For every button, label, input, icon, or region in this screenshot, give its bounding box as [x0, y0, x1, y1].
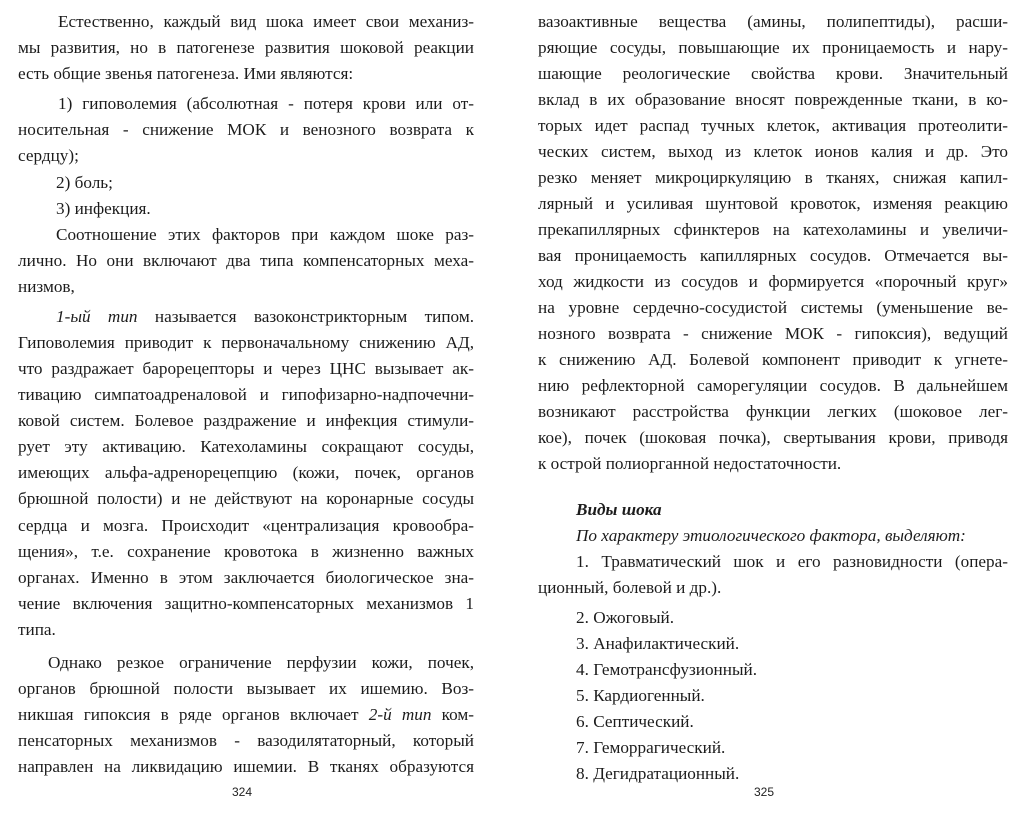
text-line: носительная - снижение МОК и венозного возврата к: [18, 120, 474, 139]
right-page: [538, 0, 1008, 830]
text-line: щения», т.е. сохранение кровотока в жизненно важных: [18, 542, 474, 561]
text-line: ковой систем. Болевое раздражение и инфекция стимули-: [18, 411, 474, 430]
text-line: никшая гипоксия в ряде органов включает 2-й тип ком-: [18, 705, 474, 724]
list-item: 4. Гемотрансфузионный.: [576, 660, 757, 679]
left-page: [18, 0, 474, 830]
text-line: мы развития, но в патогенезе развития шоковой реакции: [18, 38, 474, 57]
text-line: прекапиллярных сфинктеров на катехоламины и увеличи-: [538, 220, 1008, 239]
text-line: к снижению АД. Болевой компонент приводит к угнете-: [538, 350, 1008, 369]
text-line: пенсаторных механизмов - вазодилятаторный, который: [18, 731, 474, 750]
text-line: типа.: [18, 620, 56, 639]
text-line: к острой полиорганной недостаточности.: [538, 454, 842, 473]
text-line: Соотношение этих факторов при каждом шоке раз-: [56, 225, 474, 244]
text-line: лярный и усиливая шунтовой кровоток, изменяя реакцию: [538, 194, 1008, 213]
text-line: шающие реологические свойства крови. Значительный: [538, 64, 1008, 83]
text-line: тивацию симпатоадреналовой и гипофизарно-надпочечни-: [18, 385, 474, 404]
section-subheading: По характеру этиологического фактора, выделяют:: [576, 526, 966, 545]
text-line: на уровне сердечно-сосудистой системы (уменьшение ве-: [538, 298, 1008, 317]
text-line: органах. Именно в этом заключается биологическое зна-: [18, 568, 474, 587]
list-item: ционный, болевой и др.).: [538, 578, 722, 597]
list-item: 8. Дегидратационный.: [576, 764, 740, 783]
text-line: низмов,: [18, 277, 75, 296]
text-line: лично. Но они включают два типа компенсаторных меха-: [18, 251, 474, 270]
page-number: 324: [232, 785, 253, 799]
text-line: сердца и мозга. Происходит «централизация кровообра-: [18, 516, 474, 535]
text-line: резко меняет микроциркуляцию в тканях, снижая капил-: [538, 168, 1008, 187]
text-line: ход жидкости из сосудов и формируется «порочный круг»: [538, 272, 1008, 291]
text-line: Естественно, каждый вид шока имеет свои механиз-: [58, 12, 474, 31]
text-line: есть общие звенья патогенеза. Ими являются:: [18, 64, 354, 83]
text-line: рует эту активацию. Катехоламины сокращают сосуды,: [18, 437, 474, 456]
text-line: Гиповолемия приводит к первоначальному снижению АД,: [18, 333, 474, 352]
text-line: возникают расстройства функции легких (шоковое лег-: [538, 402, 1008, 421]
section-heading: Виды шока: [576, 500, 662, 519]
text-line: вазоактивные вещества (амины, полипептиды), расши-: [538, 12, 1008, 31]
list-item: 3) инфекция.: [56, 199, 151, 218]
text-line: что раздражает барорецепторы и через ЦНС вызывает ак-: [18, 359, 474, 378]
text-line: 1-ый тип называется вазоконстрикторным типом.: [56, 307, 474, 326]
text-line: вклад в их образование вносят поврежденные ткани, в ко-: [538, 90, 1008, 109]
list-item: 1) гиповолемия (абсолютная - потеря крови или от-: [58, 94, 474, 113]
list-item: 1. Травматический шок и его разновидности (опера-: [576, 552, 1008, 571]
list-item: 2) боль;: [56, 173, 113, 192]
list-item: 3. Анафилактический.: [576, 634, 740, 653]
text-line: сердцу);: [18, 146, 79, 165]
text-line: имеющих альфа-адренорецепцию (кожи, почек, органов: [18, 463, 474, 482]
text-line: торых идет распад тучных клеток, активация протеолити-: [538, 116, 1008, 135]
text-line: ческих систем, выход из клеток ионов калия и др. Это: [538, 142, 1008, 161]
list-item: 6. Септический.: [576, 712, 694, 731]
list-item: 7. Геморрагический.: [576, 738, 726, 757]
list-item: 2. Ожоговый.: [576, 608, 675, 627]
text-line: чение включения защитно-компенсаторных механизмов 1: [18, 594, 474, 613]
text-line: нозного возврата - снижение МОК - гипоксия), ведущий: [538, 324, 1008, 343]
text-line: Однако резкое ограничение перфузии кожи, почек,: [48, 653, 474, 672]
text-line: кое), почек (шоковая почка), свертывания крови, приводя: [538, 428, 1008, 447]
text-line: ряющие сосуды, повышающие их проницаемость и нару-: [538, 38, 1008, 57]
text-line: брюшной полости) и не действуют на коронарные сосуды: [18, 489, 474, 508]
page-number: 325: [754, 785, 775, 799]
list-item: 5. Кардиогенный.: [576, 686, 705, 705]
text-line: вая проницаемость капиллярных сосудов. Отмечается вы-: [538, 246, 1008, 265]
text-line: направлен на ликвидацию ишемии. В тканях образуются: [18, 757, 474, 776]
text-line: органов брюшной полости вызывает их ишемию. Воз-: [18, 679, 474, 698]
text-line: нию рефлекторной саморегуляции сосудов. В дальнейшем: [538, 376, 1008, 395]
